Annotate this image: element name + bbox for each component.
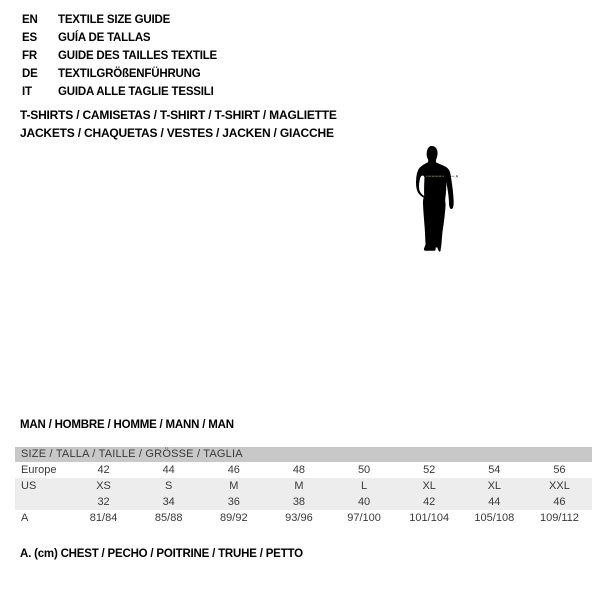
language-row-en	[22, 11, 217, 29]
language-row-fr	[22, 47, 217, 65]
row-label	[15, 494, 71, 510]
section-title-man: MAN / HOMBRE / HOMME / MANN / MAN	[20, 419, 234, 431]
table-cell: 36	[227, 496, 240, 508]
table-row-chest-a	[15, 510, 592, 526]
language-label: GUIDE DES TAILLES TEXTILE	[58, 50, 217, 62]
table-cell: 52	[423, 464, 436, 476]
table-cell: XXL	[549, 480, 570, 492]
measurement-label-a: A	[455, 174, 459, 179]
table-cell: 109/112	[539, 512, 579, 524]
language-code: DE	[22, 68, 38, 80]
table-cell: 46	[227, 464, 240, 476]
table-cell: 44	[488, 496, 501, 508]
category-tshirts: T-SHIRTS / CAMISETAS / T-SHIRT / T-SHIRT / MAGLIETTE	[20, 108, 337, 122]
table-cell: 38	[292, 496, 306, 508]
table-cell: 34	[162, 496, 175, 508]
language-label: GUÍA DE TALLAS	[58, 32, 151, 44]
table-cell: 93/96	[285, 512, 313, 524]
table-cell: L	[361, 480, 368, 492]
table-row-europe	[15, 462, 592, 478]
row-label: A	[21, 512, 29, 524]
table-cell: 101/104	[409, 512, 450, 524]
language-row-it	[22, 83, 217, 101]
table-cell: 32	[97, 496, 110, 508]
table-cell: 40	[357, 496, 371, 508]
table-cell: 56	[553, 464, 566, 476]
table-row-us-numbers	[15, 494, 592, 510]
table-cell: 85/88	[154, 512, 183, 524]
table-cell: 97/100	[347, 512, 381, 524]
language-list	[22, 11, 217, 101]
language-code: IT	[22, 86, 32, 98]
table-cell: 50	[357, 464, 371, 476]
man-silhouette-figure	[415, 5, 575, 395]
size-table-header: SIZE / TALLA / TAILLE / GRÖSSE / TAGLIA	[15, 447, 592, 462]
table-cell: M	[294, 480, 304, 492]
table-cell: 48	[292, 464, 306, 476]
table-cell: 81/84	[89, 512, 118, 524]
table-cell: 105/108	[474, 512, 515, 524]
man-silhouette	[416, 146, 454, 252]
language-code: FR	[22, 50, 37, 62]
category-list	[20, 106, 337, 142]
table-cell: M	[229, 480, 239, 492]
row-label: Europe	[21, 464, 57, 476]
size-table	[15, 447, 592, 526]
table-cell: 42	[97, 464, 110, 476]
footnote-chest-measure: A. (cm) CHEST / PECHO / POITRINE / TRUHE / PETTO	[20, 548, 303, 560]
language-label: GUIDA ALLE TAGLIE TESSILI	[58, 86, 214, 98]
row-label: US	[21, 480, 37, 492]
table-row-us-letters	[15, 478, 592, 494]
category-jackets: JACKETS / CHAQUETAS / VESTES / JACKEN / GIACCHE	[20, 126, 334, 140]
table-cell: 44	[162, 464, 175, 476]
table-cell: XL	[422, 480, 436, 492]
table-cell: S	[165, 480, 173, 492]
language-label: TEXTILGRÖßENFÜHRUNG	[58, 68, 201, 80]
language-label: TEXTILE SIZE GUIDE	[58, 14, 171, 26]
language-code: EN	[22, 14, 38, 26]
table-cell: 89/92	[220, 512, 248, 524]
language-code: ES	[22, 32, 37, 44]
table-cell: 54	[488, 464, 501, 476]
table-cell: XL	[487, 480, 502, 492]
language-row-es	[22, 29, 217, 47]
table-cell: 46	[553, 496, 566, 508]
language-row-de	[22, 65, 217, 83]
table-cell: 42	[423, 496, 436, 508]
table-cell: XS	[96, 480, 111, 492]
